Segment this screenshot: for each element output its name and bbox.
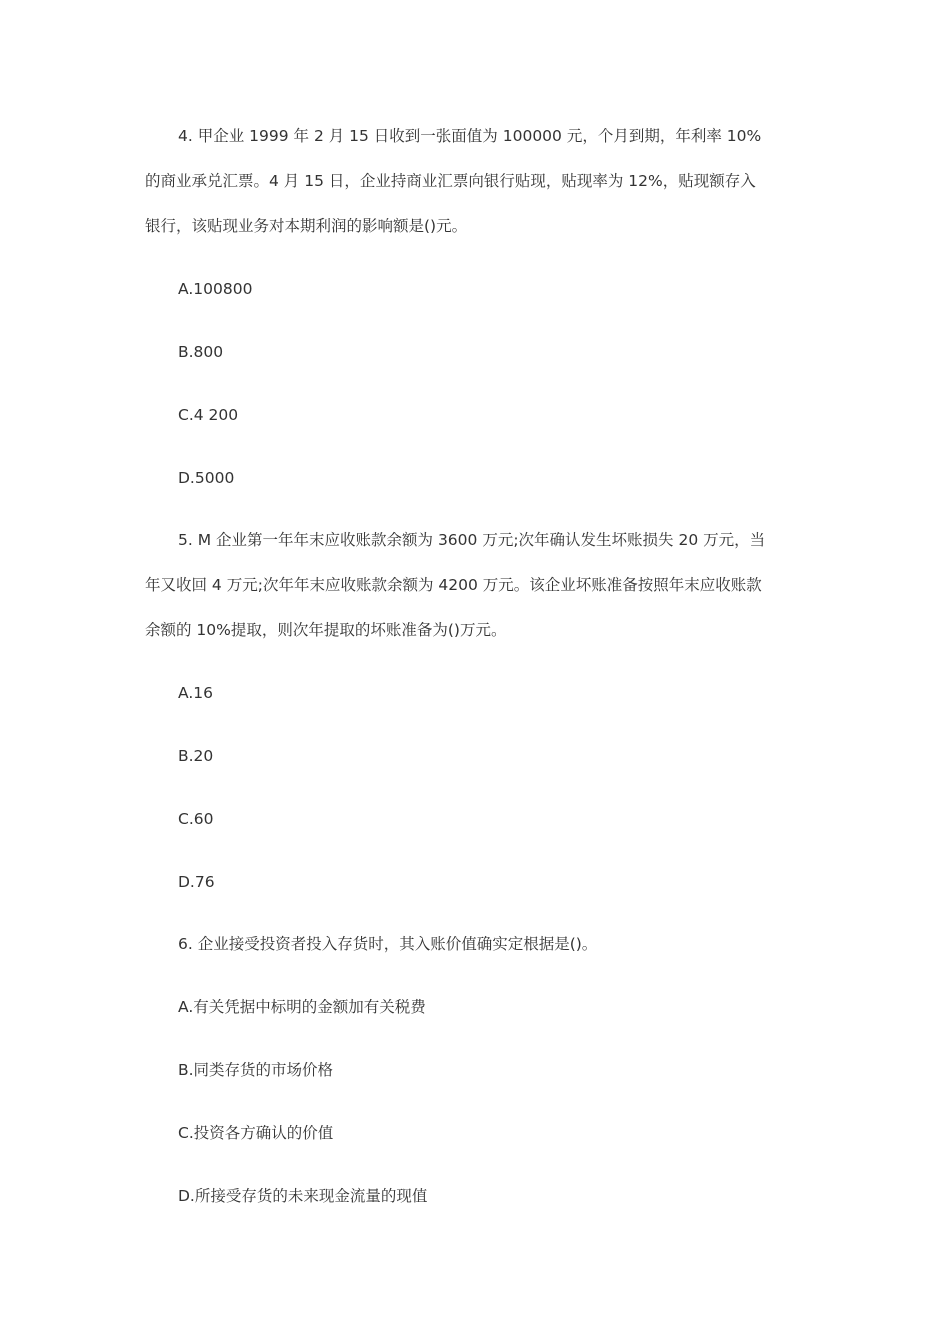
question-5-line-3: 余额的 10%提取，则次年提取的坏账准备为()万元。: [145, 621, 507, 639]
question-4-line-3: 银行，该贴现业务对本期利润的影响额是()元。: [145, 217, 468, 235]
question-4-option-a: A.100800: [178, 280, 253, 298]
question-5-option-d: D.76: [178, 873, 215, 891]
question-6-option-d: D.所接受存货的未来现金流量的现值: [178, 1187, 428, 1205]
question-5-line-2: 年又收回 4 万元;次年年末应收账款余额为 4200 万元。该企业坏账准备按照年末应收账款: [145, 576, 762, 594]
question-4-option-d: D.5000: [178, 469, 235, 487]
question-6-option-a: A.有关凭据中标明的金额加有关税费: [178, 998, 426, 1016]
question-4-option-b: B.800: [178, 343, 224, 361]
question-6-option-c: C.投资各方确认的价值: [178, 1124, 334, 1142]
question-4-line-2: 的商业承兑汇票。4 月 15 日，企业持商业汇票向银行贴现，贴现率为 12%，贴现额存入: [145, 172, 756, 190]
question-5-line-1: 5. M 企业第一年年末应收账款余额为 3600 万元;次年确认发生坏账损失 20 万元，当: [178, 531, 766, 549]
question-5-option-a: A.16: [178, 684, 213, 702]
question-4-line-1: 4. 甲企业 1999 年 2 月 15 日收到一张面值为 100000 元，个月到期，年利率 10%: [178, 127, 762, 145]
question-5-option-c: C.60: [178, 810, 214, 828]
question-6-option-b: B.同类存货的市场价格: [178, 1061, 334, 1079]
question-5-option-b: B.20: [178, 747, 214, 765]
question-4-option-c: C.4 200: [178, 406, 239, 424]
question-6-line-1: 6. 企业接受投资者投入存货时，其入账价值确实定根据是()。: [178, 935, 598, 953]
